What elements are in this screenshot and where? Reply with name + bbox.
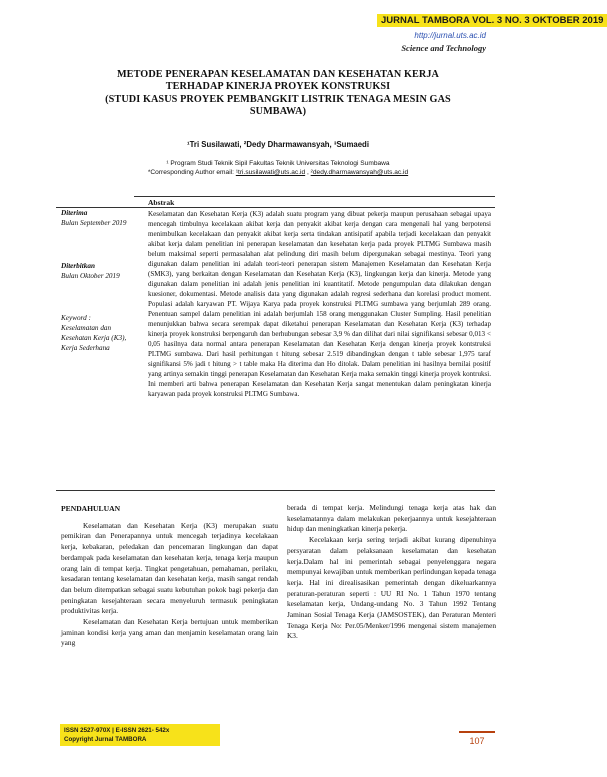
copyright-text: Copyright Jurnal TAMBORA: [64, 736, 147, 743]
published-info: [61, 262, 135, 282]
abstract-text: Keselamatan dan Kesehatan Kerja (K3) adalah suatu program yang dibuat pekerja maupun perusahaan sebagai upaya mencegah timbulnya kecelakaan akibat kerja dan penyakit akibat kerja dengan cara mengenali hal yang berpotensi menimbulkan kecelakaan dan penyakit akibat kerja serta tindakan antisipatif apabila terjadi kecelakaan dan penyakit akibat kerja dalam penelitian ini penerapan keselamatan dan kesehatan kerja pada proyek PLTMG Sumbawa masih belum maksimal seperti permasalahan alat pelindung diri masih belum dipergunakan sebagai mestinya. Teori yang digunakan dalam penelitian ini adalah teori-teori penerapan sistem Manajemen Keselamatan dan Kesehatan Kerja (SMK3), yang berkaitan dengan Keselamatan dan Kesehatan Kerja (K3), lingkungan kerja dan kinerja. Metode yang digunakan dalam penelitian ini adalah jenis penelitian ini kuantitatif. Metode pengumpulan data dilakukan dengan kuesioner, dokumentasi. Metode analisis data yang digunakan adalah regresi sederhana dan korelasi product moment. Populasi adalah karyawan PT. Wijaya Karya pada proyek konstruksi PLTMG sumbawa yang berjumlah 289 orang. Penentuan sampel dalam penelitian ini adalah berjumlah 158 orang menggunakan Cluster Sumpling. Hasil penelitian menunjukkan bahwa secara serempak dapat diketahui penerapan Keselamatan dan Kesehatan Kerja (K3) terhadap kinerja proyek konstruksi berpengaruh dan berhubungan sebesar 3,9 % dan dilihat dari nilai signifikansi sebesar 0,013 < 0,05 hasilnya data normal antara penerapan Keselamatan dan Kesehatan Kerja dengan kinerja proyek kontstruksi PLTMG sumbawa. Dari hasil perhitungan t hitung sebesar 2.519 dibandingkan dengan t table sebesar 1,975 taraf signifikansi 5% jadi t hitung > t table maka Ha diterima dan Ho ditolak. Dalam penelitian ini hasilnya bernilai positif yang artinya semakin tinggi penerapan Keselamatan dan Kesehatan Kerja maka semakin tinggi kinerja proyek kontruksi. Ini memberi arti bahwa penerapan Keselamatan dan Kesehatan Kerja sangat menentukan dalam peningkatan kinerja karyawan pada proyek konstruksi PLTMG Sumbawa.: [148, 210, 491, 399]
affiliation: ¹ Program Studi Teknik Sipil Fakultas Teknik Universitas Teknologi Sumbawa: [166, 160, 390, 167]
paper-title: [60, 69, 496, 119]
title-line: (STUDI KASUS PROYEK PEMBANGKIT LISTRIK TENAGA MESIN GAS: [105, 93, 451, 105]
title-line: METODE PENERAPAN KESELAMATAN DAN KESEHATAN KERJA: [116, 69, 440, 80]
keyword-label: Keyword :: [61, 314, 91, 322]
paragraph: Keselamatan dan Kesehatan Kerja (K3) merupakan suatu pemikiran dan Penerapannya untuk mencegah terjadinya kecelakaan kerja, kebakaran, peledakan dan pencemaran lingkungan dan dapat berdampak pada keselamatan dan kesehatan kerja, tenaga kerja maupun orang lain di tempat kerja. Tingkat pengetahuan, pemahaman, perilaku, kesadaran tentang keselamatan dan kesehatan kerja, masih sangat rendah dan belum ditempatkan sebagai suatu kebutuhan pokok bagi pekerja dan peningkatan kesejahteraan secara menyeluruh termasuk peningkatan produktivitas kerja.: [61, 520, 278, 616]
page-number-rule: [459, 731, 495, 733]
paragraph: Keselamatan dan Kesehatan Kerja bertujuan untuk memberikan jaminan kondisi kerja yang aman dan menjamin keselamatan orang lain yang: [61, 617, 278, 648]
section-heading: PENDAHULUAN: [61, 504, 121, 513]
abstract-bottom-rule: [56, 490, 495, 491]
received-value: Bulan September 2019: [61, 218, 127, 227]
abstract-heading: Abstrak: [148, 198, 175, 207]
email-link-2[interactable]: ²dedy.dharmawansyah@uts.ac.id: [310, 169, 409, 176]
journal-banner: JURNAL TAMBORA VOL. 3 NO. 3 OKTOBER 2019: [377, 14, 607, 27]
keyword-value: Keselamatan dan Kesehatan Kerja (K3), Kerja Sederhana: [61, 323, 127, 352]
left-column: [61, 504, 278, 649]
received-info: [61, 209, 135, 229]
journal-section-label: Science and Technology: [401, 43, 486, 53]
abstract-header-rule: [56, 207, 495, 208]
email-link-1[interactable]: ¹tri.susilawati@uts.ac.id: [235, 169, 306, 176]
footer-banner: [60, 724, 220, 746]
title-line: TERHADAP KINERJA PROYEK KONSTRUKSI: [165, 81, 391, 93]
email-separator: ,: [305, 169, 311, 176]
abstract-top-rule: [134, 196, 495, 197]
journal-url-link[interactable]: http://jurnal.uts.ac.id: [414, 31, 486, 40]
corresponding-line: [60, 168, 496, 177]
received-label: Diterima: [61, 209, 88, 217]
affiliation-block: [60, 159, 496, 177]
corresponding-label: *Corresponding Author email:: [147, 169, 236, 176]
paragraph: Kecelakaan kerja sering terjadi akibat kurang dipenuhinya persyaratan dalam pelaksanaan keselamatan dan kesehatan kerja.Dalam hal ini pemerintah sebagai penyelenggara negara mempunyai kewajiban untuk memberikan perlindungan kepada tenaga kerja. Hal ini direalisasikan pemerintah dengan dikeluarkannya peraturan-peraturan seperti : UU RI No. 1 Tahun 1970 tentang keselamatan kerja, Undang-undang No. 3 Tahun 1992 Tentang Jaminan Sosial Tenaga Kerja (JAMSOSTEK), dan Peraturan Menteri Tenaga Kerja No: Per.05/Menker/1996 mengenai sistem manajemen K3.: [287, 535, 496, 641]
published-value: Bulan Oktober 2019: [61, 271, 120, 280]
keyword-info: [61, 314, 135, 354]
title-line: SUMBAWA): [249, 106, 307, 118]
page-number: 107: [469, 736, 485, 746]
paragraph: berada di tempat kerja. Melindungi tenaga kerja atas hak dan keselamatannya dalam melakukan pekerjaannya untuk kesejahteraan hidup dan meningkatkan kinerja pekerja.: [287, 503, 496, 534]
published-label: Diterbitkan: [61, 262, 95, 270]
author-list: ¹Tri Susilawati, ²Dedy Dharmawansyah, ³Sumaedi: [187, 140, 369, 149]
right-column: [287, 503, 496, 642]
issn-text: ISSN 2527-970X | E-ISSN 2621- 542x: [64, 727, 170, 734]
